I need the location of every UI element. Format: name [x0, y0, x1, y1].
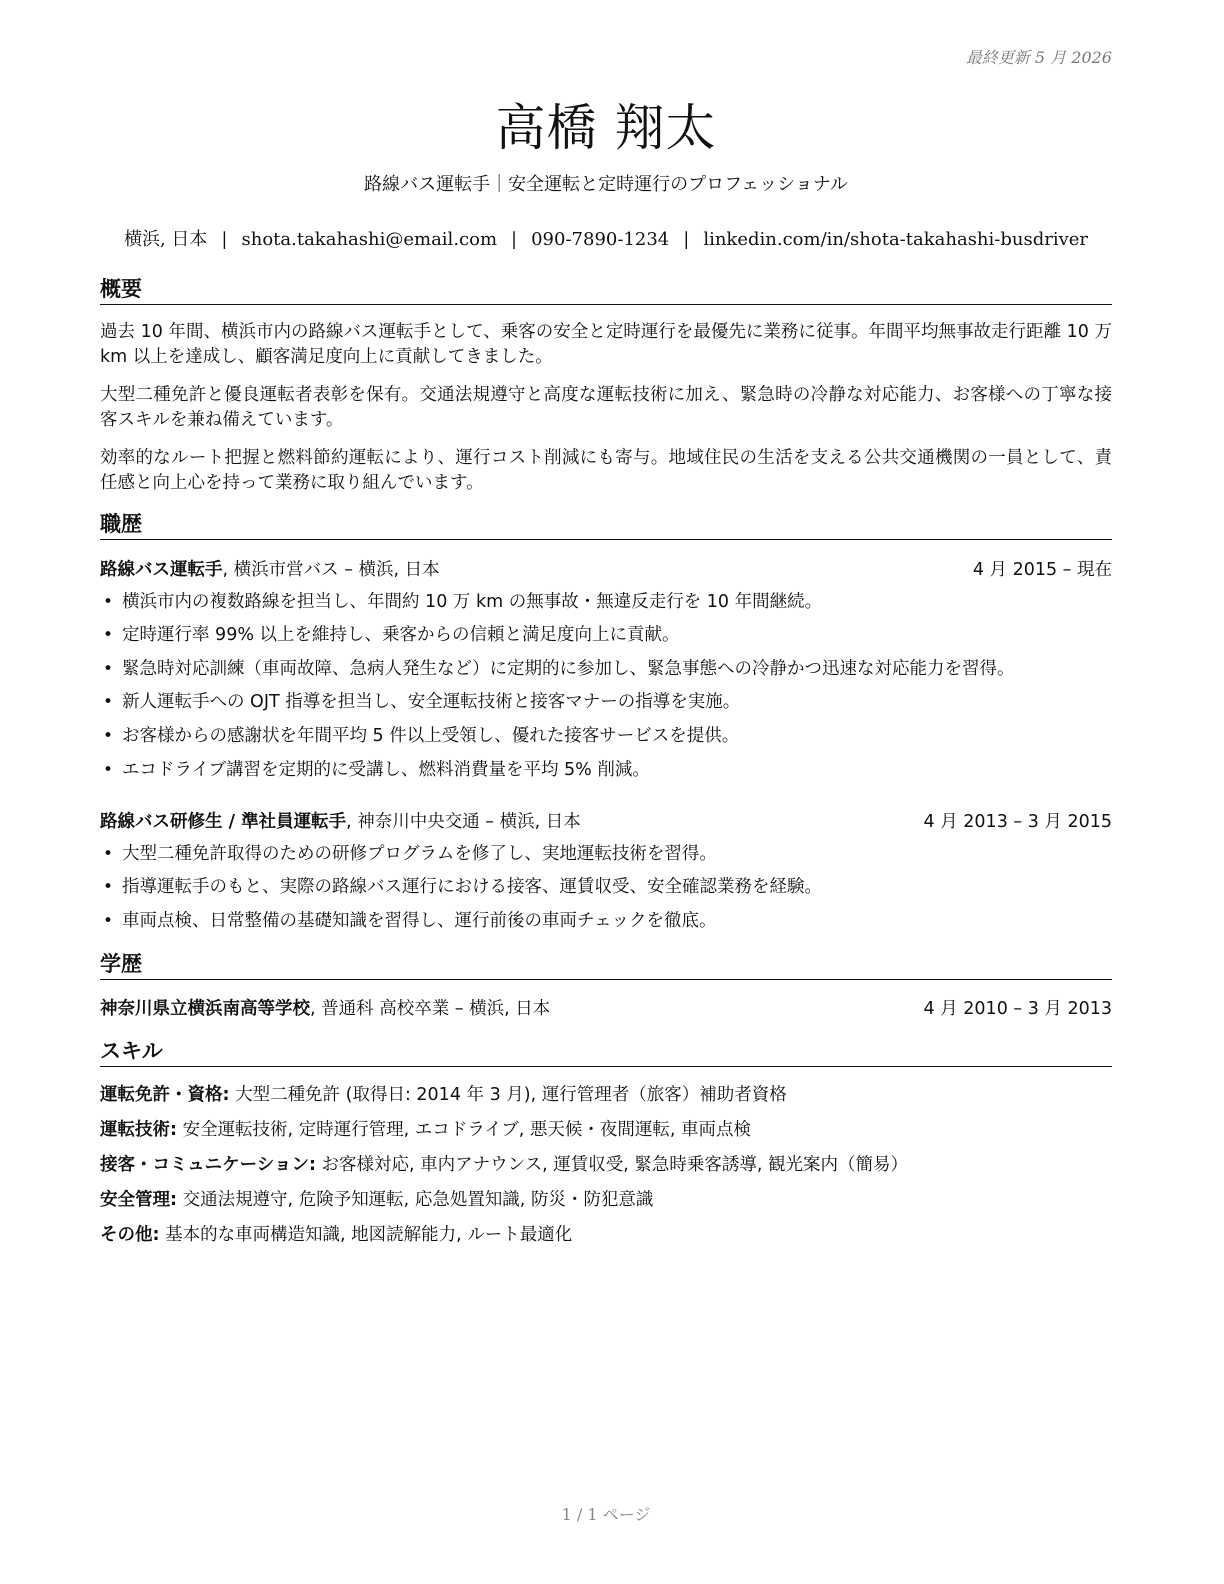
contact-separator: |	[511, 229, 518, 250]
skill-row	[100, 1222, 1112, 1248]
section-title-summary: 概要	[100, 276, 1112, 305]
skill-value: 基本的な車両構造知識, 地図読解能力, ルート最適化	[159, 1225, 573, 1245]
education-entry	[100, 996, 1112, 1022]
list-item: • お客様からの感謝状を年間平均 5 件以上受領し、優れた接客サービスを提供。	[100, 723, 1112, 749]
list-item: • 車両点検、日常整備の基礎知識を習得し、運行前後の車両チェックを徹底。	[100, 908, 1112, 934]
school-name: 神奈川県立横浜南高等学校	[100, 999, 310, 1019]
job-org: , 横浜市営バス – 横浜, 日本	[222, 560, 440, 580]
skill-value: 大型二種免許 (取得日: 2014 年 3 月), 運行管理者（旅客）補助者資格	[229, 1085, 787, 1105]
summary-paragraph: 効率的なルート把握と燃料節約運転により、運行コスト削減にも寄与。地域住民の生活を支える公共交通機関の一員として、責任感と向上心を持って業務に取り組んでいます。	[100, 448, 1112, 493]
school-detail: , 普通科 高校卒業 – 横浜, 日本	[310, 999, 551, 1019]
list-item: • 定時運行率 99% 以上を維持し、乗客からの信頼と満足度向上に貢献。	[100, 622, 1112, 648]
job-dates: 4 月 2013 – 3 月 2015	[923, 812, 1112, 832]
list-item: • 大型二種免許取得のための研修プログラムを修了し、実地運転技術を習得。	[100, 841, 1112, 867]
job-role: 路線バス運転手	[100, 560, 223, 580]
last-updated: 最終更新 5 月 2026	[965, 48, 1112, 67]
skill-value: 交通法規遵守, 危険予知運転, 応急処置知識, 防災・防犯意識	[177, 1190, 654, 1210]
bullet-icon: •	[103, 760, 114, 780]
job-org: , 神奈川中央交通 – 横浜, 日本	[346, 812, 581, 832]
skill-value: 安全運転技術, 定時運行管理, エコドライブ, 悪天候・夜間運転, 車両点検	[177, 1120, 752, 1140]
skill-row	[100, 1117, 1112, 1143]
skill-label: 接客・コミュニケーション:	[100, 1155, 316, 1175]
bullet-icon: •	[103, 592, 114, 612]
candidate-name: 高橋 翔太	[495, 99, 717, 157]
bullet-icon: •	[103, 659, 114, 679]
skill-row	[100, 1152, 1112, 1178]
summary-paragraph: 大型二種免許と優良運転者表彰を保有。交通法規遵守と高度な運転技術に加え、緊急時の冷静な対応能力、お客様への丁寧な接客スキルを兼ね備えています。	[100, 385, 1112, 430]
summary-paragraph: 過去 10 年間、横浜市内の路線バス運転手として、乗客の安全と定時運行を最優先に業務に従事。年間平均無事故走行距離 10 万 km 以上を達成し、顧客満足度向上に貢献してきました。	[100, 322, 1112, 367]
job-role: 路線バス研修生 / 準社員運転手	[100, 812, 347, 832]
job-header	[100, 809, 1112, 835]
list-item: • エコドライブ講習を定期的に受講し、燃料消費量を平均 5% 削減。	[100, 757, 1112, 783]
contact-line	[100, 225, 1112, 251]
bullet-icon: •	[103, 692, 114, 712]
contact-location: 横浜, 日本	[123, 229, 208, 250]
skill-label: 運転技術:	[100, 1120, 177, 1140]
education-dates: 4 月 2010 – 3 月 2013	[923, 999, 1112, 1019]
list-item: • 新人運転手への OJT 指導を担当し、安全運転技術と接客マナーの指導を実施。	[100, 689, 1112, 715]
contact-separator: |	[221, 229, 228, 250]
bullet-icon: •	[103, 877, 114, 897]
page-indicator: 1 / 1 ページ	[561, 1505, 651, 1524]
list-item: • 緊急時対応訓練（車両故障、急病人発生など）に定期的に参加し、緊急事態への冷静かつ迅速な対応能力を習得。	[100, 656, 1112, 682]
skill-label: その他:	[100, 1225, 160, 1245]
skill-label: 運転免許・資格:	[100, 1085, 230, 1105]
bullet-icon: •	[103, 625, 114, 645]
resume-page	[100, 0, 1112, 1584]
bullet-icon: •	[103, 726, 114, 746]
job-header	[100, 557, 1112, 583]
skill-row	[100, 1082, 1112, 1108]
list-item: • 指導運転手のもと、実際の路線バス運行における接客、運賃収受、安全確認業務を経験。	[100, 874, 1112, 900]
list-item: • 横浜市内の複数路線を担当し、年間約 10 万 km の無事故・無違反走行を 10 年間継続。	[100, 589, 1112, 615]
contact-email[interactable]: shota.takahashi@email.com	[241, 229, 498, 250]
job-dates: 4 月 2015 – 現在	[972, 560, 1112, 580]
skill-value: お客様対応, 車内アナウンス, 運賃収受, 緊急時乗客誘導, 観光案内（簡易）	[315, 1155, 908, 1175]
contact-linkedin[interactable]: linkedin.com/in/shota-takahashi-busdriver	[703, 229, 1089, 250]
skill-row	[100, 1187, 1112, 1213]
contact-phone[interactable]: 090-7890-1234	[531, 229, 670, 250]
headline: 路線バス運転手｜安全運転と定時運行のプロフェッショナル	[364, 174, 848, 195]
skill-label: 安全管理:	[100, 1190, 177, 1210]
bullet-icon: •	[103, 844, 114, 864]
section-title-skills: スキル	[100, 1038, 1112, 1067]
section-title-experience: 職歴	[100, 511, 1112, 540]
contact-separator: |	[683, 229, 690, 250]
bullet-icon: •	[103, 911, 114, 931]
section-title-education: 学歴	[100, 951, 1112, 980]
